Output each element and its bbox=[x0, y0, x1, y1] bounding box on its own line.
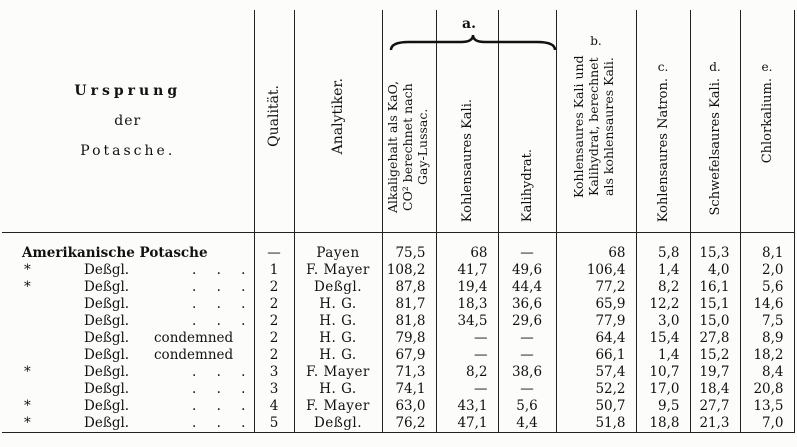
cell-e: 7,0 bbox=[740, 415, 794, 433]
cell-b: 50,7 bbox=[556, 398, 636, 415]
cell-alkali: 87,8 bbox=[382, 279, 436, 296]
cell-b: 57,4 bbox=[556, 364, 636, 381]
cell-d: 21,3 bbox=[690, 415, 740, 433]
leader-dots: . . . bbox=[192, 279, 254, 296]
leader-dots: . . . bbox=[192, 364, 254, 381]
leader-dots: . . . bbox=[192, 262, 254, 279]
origin-cell bbox=[2, 296, 254, 313]
cell-analyst: Payen bbox=[294, 233, 382, 263]
cell-analyst: H. G. bbox=[294, 296, 382, 313]
origin-text: Deßgl. bbox=[84, 381, 130, 398]
table-row bbox=[2, 279, 794, 296]
asterisk-mark: * bbox=[24, 415, 31, 432]
cell-kh: — bbox=[498, 233, 556, 263]
leader-dots: . . . bbox=[192, 415, 254, 432]
table-row bbox=[2, 233, 794, 263]
origin-cell bbox=[2, 262, 254, 279]
cell-kc: — bbox=[436, 347, 498, 364]
cell-alkali: 75,5 bbox=[382, 233, 436, 263]
cell-alkali: 63,0 bbox=[382, 398, 436, 415]
origin-cell bbox=[2, 347, 254, 364]
header-b-letter: b. bbox=[590, 34, 602, 48]
cell-d: 27,8 bbox=[690, 330, 740, 347]
table-row bbox=[2, 364, 794, 381]
cell-quality: 2 bbox=[254, 330, 294, 347]
header-origin-line-3: Potasche. bbox=[80, 143, 176, 160]
cell-b: 66,1 bbox=[556, 347, 636, 364]
cell-e: 8,9 bbox=[740, 330, 794, 347]
origin-text: Deßgl. bbox=[84, 262, 130, 279]
cell-e: 13,5 bbox=[740, 398, 794, 415]
header-analyst-label: Analytiker. bbox=[329, 77, 346, 155]
cell-c: 5,8 bbox=[636, 233, 690, 263]
cell-analyst: H. G. bbox=[294, 313, 382, 330]
origin-text: Deßgl. bbox=[84, 279, 130, 296]
cell-kc: 34,5 bbox=[436, 313, 498, 330]
cell-kh: 36,6 bbox=[498, 296, 556, 313]
cell-alkali: 81,7 bbox=[382, 296, 436, 313]
cell-kh: 44,4 bbox=[498, 279, 556, 296]
cell-d: 15,2 bbox=[690, 347, 740, 364]
header-alkali-label: Alkaligehalt als KaO, CO² berechnet nach Gay-Lussac. bbox=[385, 81, 430, 214]
asterisk-mark: * bbox=[24, 262, 31, 279]
cell-d: 15,1 bbox=[690, 296, 740, 313]
cell-kh: — bbox=[498, 330, 556, 347]
origin-text: Deßgl. bbox=[84, 313, 130, 330]
cell-b: 51,8 bbox=[556, 415, 636, 433]
leader-dots: . . . bbox=[192, 313, 254, 330]
condemned-note: condemned bbox=[154, 347, 234, 364]
table-row bbox=[2, 347, 794, 364]
header-d-letter: d. bbox=[709, 60, 721, 74]
cell-c: 18,8 bbox=[636, 415, 690, 433]
asterisk-mark: * bbox=[24, 398, 31, 415]
header-d bbox=[690, 10, 740, 233]
cell-b: 65,9 bbox=[556, 296, 636, 313]
header-origin-line-2: der bbox=[114, 113, 142, 130]
origin-cell bbox=[2, 279, 254, 296]
cell-c: 12,2 bbox=[636, 296, 690, 313]
cell-quality: 2 bbox=[254, 313, 294, 330]
cell-e: 20,8 bbox=[740, 381, 794, 398]
cell-d: 18,4 bbox=[690, 381, 740, 398]
table-row bbox=[2, 262, 794, 279]
cell-alkali: 76,2 bbox=[382, 415, 436, 433]
header-b-label: Kohlensaures Kali und Kalihydrat, berechnet als kohlensaures Kali. bbox=[571, 55, 616, 199]
cell-quality: 3 bbox=[254, 381, 294, 398]
cell-c: 3,0 bbox=[636, 313, 690, 330]
cell-alkali: 108,2 bbox=[382, 262, 436, 279]
origin-cell bbox=[2, 398, 254, 415]
cell-analyst: F. Mayer bbox=[294, 364, 382, 381]
cell-kc: 47,1 bbox=[436, 415, 498, 433]
cell-c: 8,2 bbox=[636, 279, 690, 296]
leader-dots: . . . bbox=[192, 381, 254, 398]
cell-analyst: F. Mayer bbox=[294, 262, 382, 279]
header-quality bbox=[254, 10, 294, 233]
cell-kc: — bbox=[436, 381, 498, 398]
header-kalihydrat bbox=[498, 10, 556, 233]
cell-analyst: Deßgl. bbox=[294, 415, 382, 433]
potash-analysis-table bbox=[2, 10, 795, 433]
cell-kc: 43,1 bbox=[436, 398, 498, 415]
cell-kc: 18,3 bbox=[436, 296, 498, 313]
cell-kh: — bbox=[498, 381, 556, 398]
condemned-note: condemned bbox=[154, 330, 234, 347]
cell-kc: 68 bbox=[436, 233, 498, 263]
cell-alkali: 81,8 bbox=[382, 313, 436, 330]
cell-d: 19,7 bbox=[690, 364, 740, 381]
origin-cell bbox=[2, 233, 254, 263]
leader-dots: . . . bbox=[192, 398, 254, 415]
header-e-label: Chlorkalium. bbox=[759, 78, 775, 164]
header-kali-carb bbox=[436, 10, 498, 233]
cell-quality: 5 bbox=[254, 415, 294, 433]
cell-alkali: 71,3 bbox=[382, 364, 436, 381]
cell-analyst: F. Mayer bbox=[294, 398, 382, 415]
cell-kc: — bbox=[436, 330, 498, 347]
cell-alkali: 79,8 bbox=[382, 330, 436, 347]
cell-kh: — bbox=[498, 347, 556, 364]
table-row bbox=[2, 296, 794, 313]
cell-d: 15,3 bbox=[690, 233, 740, 263]
cell-quality: 1 bbox=[254, 262, 294, 279]
cell-c: 1,4 bbox=[636, 262, 690, 279]
header-e bbox=[740, 10, 794, 233]
cell-b: 52,2 bbox=[556, 381, 636, 398]
cell-c: 1,4 bbox=[636, 347, 690, 364]
origin-text: Deßgl. bbox=[84, 330, 130, 347]
table-row bbox=[2, 398, 794, 415]
cell-alkali: 67,9 bbox=[382, 347, 436, 364]
origin-text: Deßgl. bbox=[84, 415, 130, 432]
cell-quality: 4 bbox=[254, 398, 294, 415]
cell-e: 18,2 bbox=[740, 347, 794, 364]
origin-cell bbox=[2, 381, 254, 398]
header-c-letter: c. bbox=[657, 60, 669, 74]
origin-cell bbox=[2, 415, 254, 433]
origin-text: Deßgl. bbox=[84, 364, 130, 381]
header-d-label: Schwefelsaures Kali. bbox=[707, 78, 723, 216]
header-analyst bbox=[294, 10, 382, 233]
cell-b: 64,4 bbox=[556, 330, 636, 347]
cell-d: 16,1 bbox=[690, 279, 740, 296]
cell-quality: 2 bbox=[254, 279, 294, 296]
cell-b: 77,9 bbox=[556, 313, 636, 330]
table-row bbox=[2, 415, 794, 433]
cell-d: 4,0 bbox=[690, 262, 740, 279]
cell-analyst: H. G. bbox=[294, 330, 382, 347]
asterisk-mark: * bbox=[24, 279, 31, 296]
header-origin bbox=[2, 10, 254, 233]
origin-cell bbox=[2, 330, 254, 347]
cell-b: 68 bbox=[556, 233, 636, 263]
table-row bbox=[2, 313, 794, 330]
cell-e: 5,6 bbox=[740, 279, 794, 296]
cell-kc: 8,2 bbox=[436, 364, 498, 381]
cell-b: 106,4 bbox=[556, 262, 636, 279]
cell-c: 17,0 bbox=[636, 381, 690, 398]
cell-e: 2,0 bbox=[740, 262, 794, 279]
header-kali-carb-label: Kohlensaures Kali. bbox=[459, 98, 475, 223]
cell-kh: 4,4 bbox=[498, 415, 556, 433]
cell-analyst: H. G. bbox=[294, 381, 382, 398]
cell-kc: 41,7 bbox=[436, 262, 498, 279]
cell-kh: 29,6 bbox=[498, 313, 556, 330]
header-kalihydrat-label: Kalihydrat. bbox=[519, 149, 535, 223]
header-quality-label: Qualität. bbox=[265, 85, 282, 148]
origin-text: Amerikanische Potasche bbox=[22, 245, 208, 262]
cell-quality: 2 bbox=[254, 296, 294, 313]
cell-quality: 2 bbox=[254, 347, 294, 364]
cell-c: 10,7 bbox=[636, 364, 690, 381]
cell-kh: 49,6 bbox=[498, 262, 556, 279]
table-row bbox=[2, 381, 794, 398]
cell-kh: 5,6 bbox=[498, 398, 556, 415]
origin-text: Deßgl. bbox=[84, 296, 130, 313]
cell-e: 7,5 bbox=[740, 313, 794, 330]
cell-analyst: Deßgl. bbox=[294, 279, 382, 296]
cell-c: 15,4 bbox=[636, 330, 690, 347]
cell-e: 8,4 bbox=[740, 364, 794, 381]
origin-text: Deßgl. bbox=[84, 398, 130, 415]
cell-quality: 3 bbox=[254, 364, 294, 381]
header-c-label: Kohlensaures Natron. bbox=[655, 78, 671, 223]
asterisk-mark: * bbox=[24, 364, 31, 381]
cell-e: 14,6 bbox=[740, 296, 794, 313]
cell-e: 8,1 bbox=[740, 233, 794, 263]
header-row bbox=[2, 10, 794, 233]
table-body bbox=[2, 233, 794, 433]
cell-c: 9,5 bbox=[636, 398, 690, 415]
cell-quality: — bbox=[254, 233, 294, 263]
origin-text: Deßgl. bbox=[84, 347, 130, 364]
cell-kc: 19,4 bbox=[436, 279, 498, 296]
cell-d: 15,0 bbox=[690, 313, 740, 330]
cell-b: 77,2 bbox=[556, 279, 636, 296]
cell-d: 27,7 bbox=[690, 398, 740, 415]
header-c bbox=[636, 10, 690, 233]
origin-cell bbox=[2, 313, 254, 330]
header-e-letter: e. bbox=[761, 60, 773, 74]
leader-dots: . . . bbox=[192, 296, 254, 313]
header-origin-line-1: Ursprung bbox=[74, 83, 182, 100]
cell-analyst: H. G. bbox=[294, 347, 382, 364]
header-group-a: a. bbox=[462, 16, 476, 32]
header-b bbox=[556, 10, 636, 233]
origin-cell bbox=[2, 364, 254, 381]
cell-alkali: 74,1 bbox=[382, 381, 436, 398]
table-row bbox=[2, 330, 794, 347]
cell-kh: 38,6 bbox=[498, 364, 556, 381]
